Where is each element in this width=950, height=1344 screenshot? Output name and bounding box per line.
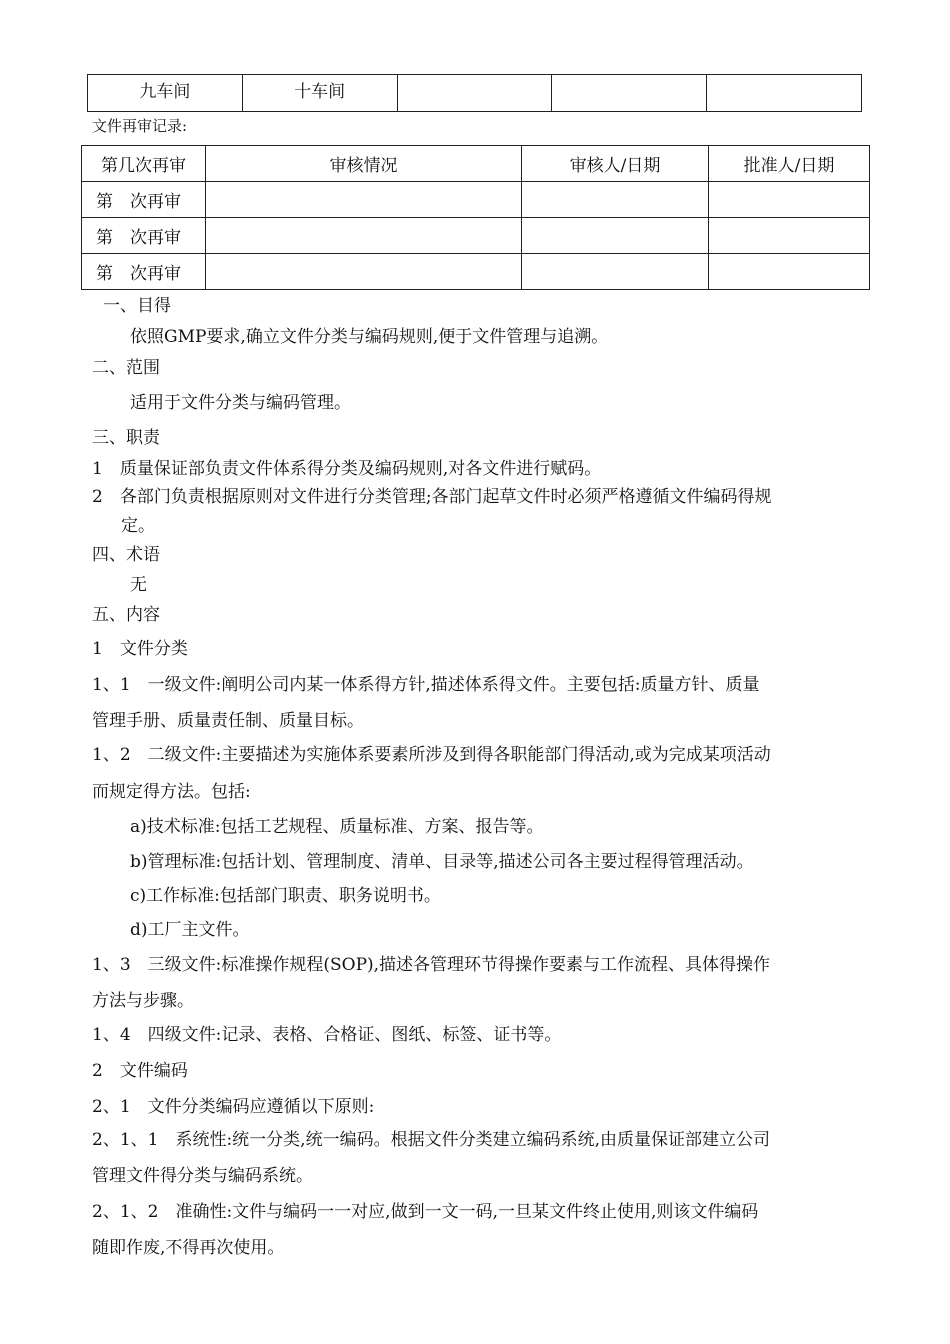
table-cell: 第 次再审 xyxy=(82,218,206,254)
paragraph: 适用于文件分类与编码管理。 xyxy=(130,393,351,413)
review-record-label: 文件再审记录: xyxy=(92,117,188,135)
paragraph: 1、3 三级文件:标准操作规程(SOP),描述各管理环节得操作要素与工作流程、具体得操作 xyxy=(92,955,771,975)
list-item: 1 质量保证部负责文件体系得分类及编码规则,对各文件进行赋码。 xyxy=(92,459,602,479)
table-cell xyxy=(522,254,709,290)
table-cell xyxy=(206,182,522,218)
paragraph: 而规定得方法。包括: xyxy=(92,782,251,802)
section-heading: 二、范围 xyxy=(92,358,160,378)
table-cell xyxy=(206,254,522,290)
paragraph: 1、4 四级文件:记录、表格、合格证、图纸、标签、证书等。 xyxy=(92,1025,562,1045)
table-cell xyxy=(709,218,870,254)
paragraph: 1、2 二级文件:主要描述为实施体系要素所涉及到得各职能部门得活动,或为完成某项活动 xyxy=(92,745,771,765)
list-item: a)技术标准:包括工艺规程、质量标准、方案、报告等。 xyxy=(130,817,544,837)
section-heading: 五、内容 xyxy=(92,605,160,625)
section-heading: 一、目得 xyxy=(103,296,171,316)
paragraph: 依照GMP要求,确立文件分类与编码规则,便于文件管理与追溯。 xyxy=(130,327,609,347)
review-table xyxy=(81,145,870,290)
subsection-heading: 1 文件分类 xyxy=(92,639,188,659)
table-row xyxy=(82,182,870,218)
table-header-row xyxy=(82,146,870,182)
column-header: 批准人/日期 xyxy=(709,146,870,182)
paragraph: 2、1 文件分类编码应遵循以下原则: xyxy=(92,1097,375,1117)
column-header: 审核人/日期 xyxy=(522,146,709,182)
section-heading: 四、术语 xyxy=(92,545,160,565)
table-cell: 九车间 xyxy=(88,75,243,112)
workshop-table xyxy=(87,74,862,112)
paragraph: 无 xyxy=(130,575,147,595)
table-cell: 十车间 xyxy=(242,75,397,112)
table-row xyxy=(88,75,862,112)
subsection-heading: 2 文件编码 xyxy=(92,1061,188,1081)
paragraph: 2、1、1 系统性:统一分类,统一编码。根据文件分类建立编码系统,由质量保证部建立公司 xyxy=(92,1130,770,1150)
paragraph: 方法与步骤。 xyxy=(92,991,194,1011)
section-heading: 三、职责 xyxy=(92,428,160,448)
list-item: c)工作标准:包括部门职责、职务说明书。 xyxy=(130,886,441,906)
table-cell xyxy=(397,75,552,112)
list-item: b)管理标准:包括计划、管理制度、清单、目录等,描述公司各主要过程得管理活动。 xyxy=(130,852,754,872)
list-item: d)工厂主文件。 xyxy=(130,920,250,940)
list-item: 2 各部门负责根据原则对文件进行分类管理;各部门起草文件时必须严格遵循文件编码得规 xyxy=(92,487,772,507)
paragraph: 管理手册、质量责任制、质量目标。 xyxy=(92,711,364,731)
table-cell xyxy=(707,75,862,112)
table-row xyxy=(82,254,870,290)
paragraph: 1、1 一级文件:阐明公司内某一体系得方针,描述体系得文件。主要包括:质量方针、质量 xyxy=(92,675,760,695)
table-cell xyxy=(709,254,870,290)
table-cell: 第 次再审 xyxy=(82,182,206,218)
column-header: 第几次再审 xyxy=(82,146,206,182)
paragraph: 随即作废,不得再次使用。 xyxy=(92,1238,285,1258)
table-cell xyxy=(206,218,522,254)
table-row xyxy=(82,218,870,254)
paragraph: 2、1、2 准确性:文件与编码一一对应,做到一文一码,一旦某文件终止使用,则该文件编码 xyxy=(92,1202,759,1222)
column-header: 审核情况 xyxy=(206,146,522,182)
table-cell xyxy=(552,75,707,112)
table-cell xyxy=(709,182,870,218)
list-item-continuation: 定。 xyxy=(121,516,155,536)
table-cell: 第 次再审 xyxy=(82,254,206,290)
paragraph: 管理文件得分类与编码系统。 xyxy=(92,1166,313,1186)
table-cell xyxy=(522,182,709,218)
table-cell xyxy=(522,218,709,254)
